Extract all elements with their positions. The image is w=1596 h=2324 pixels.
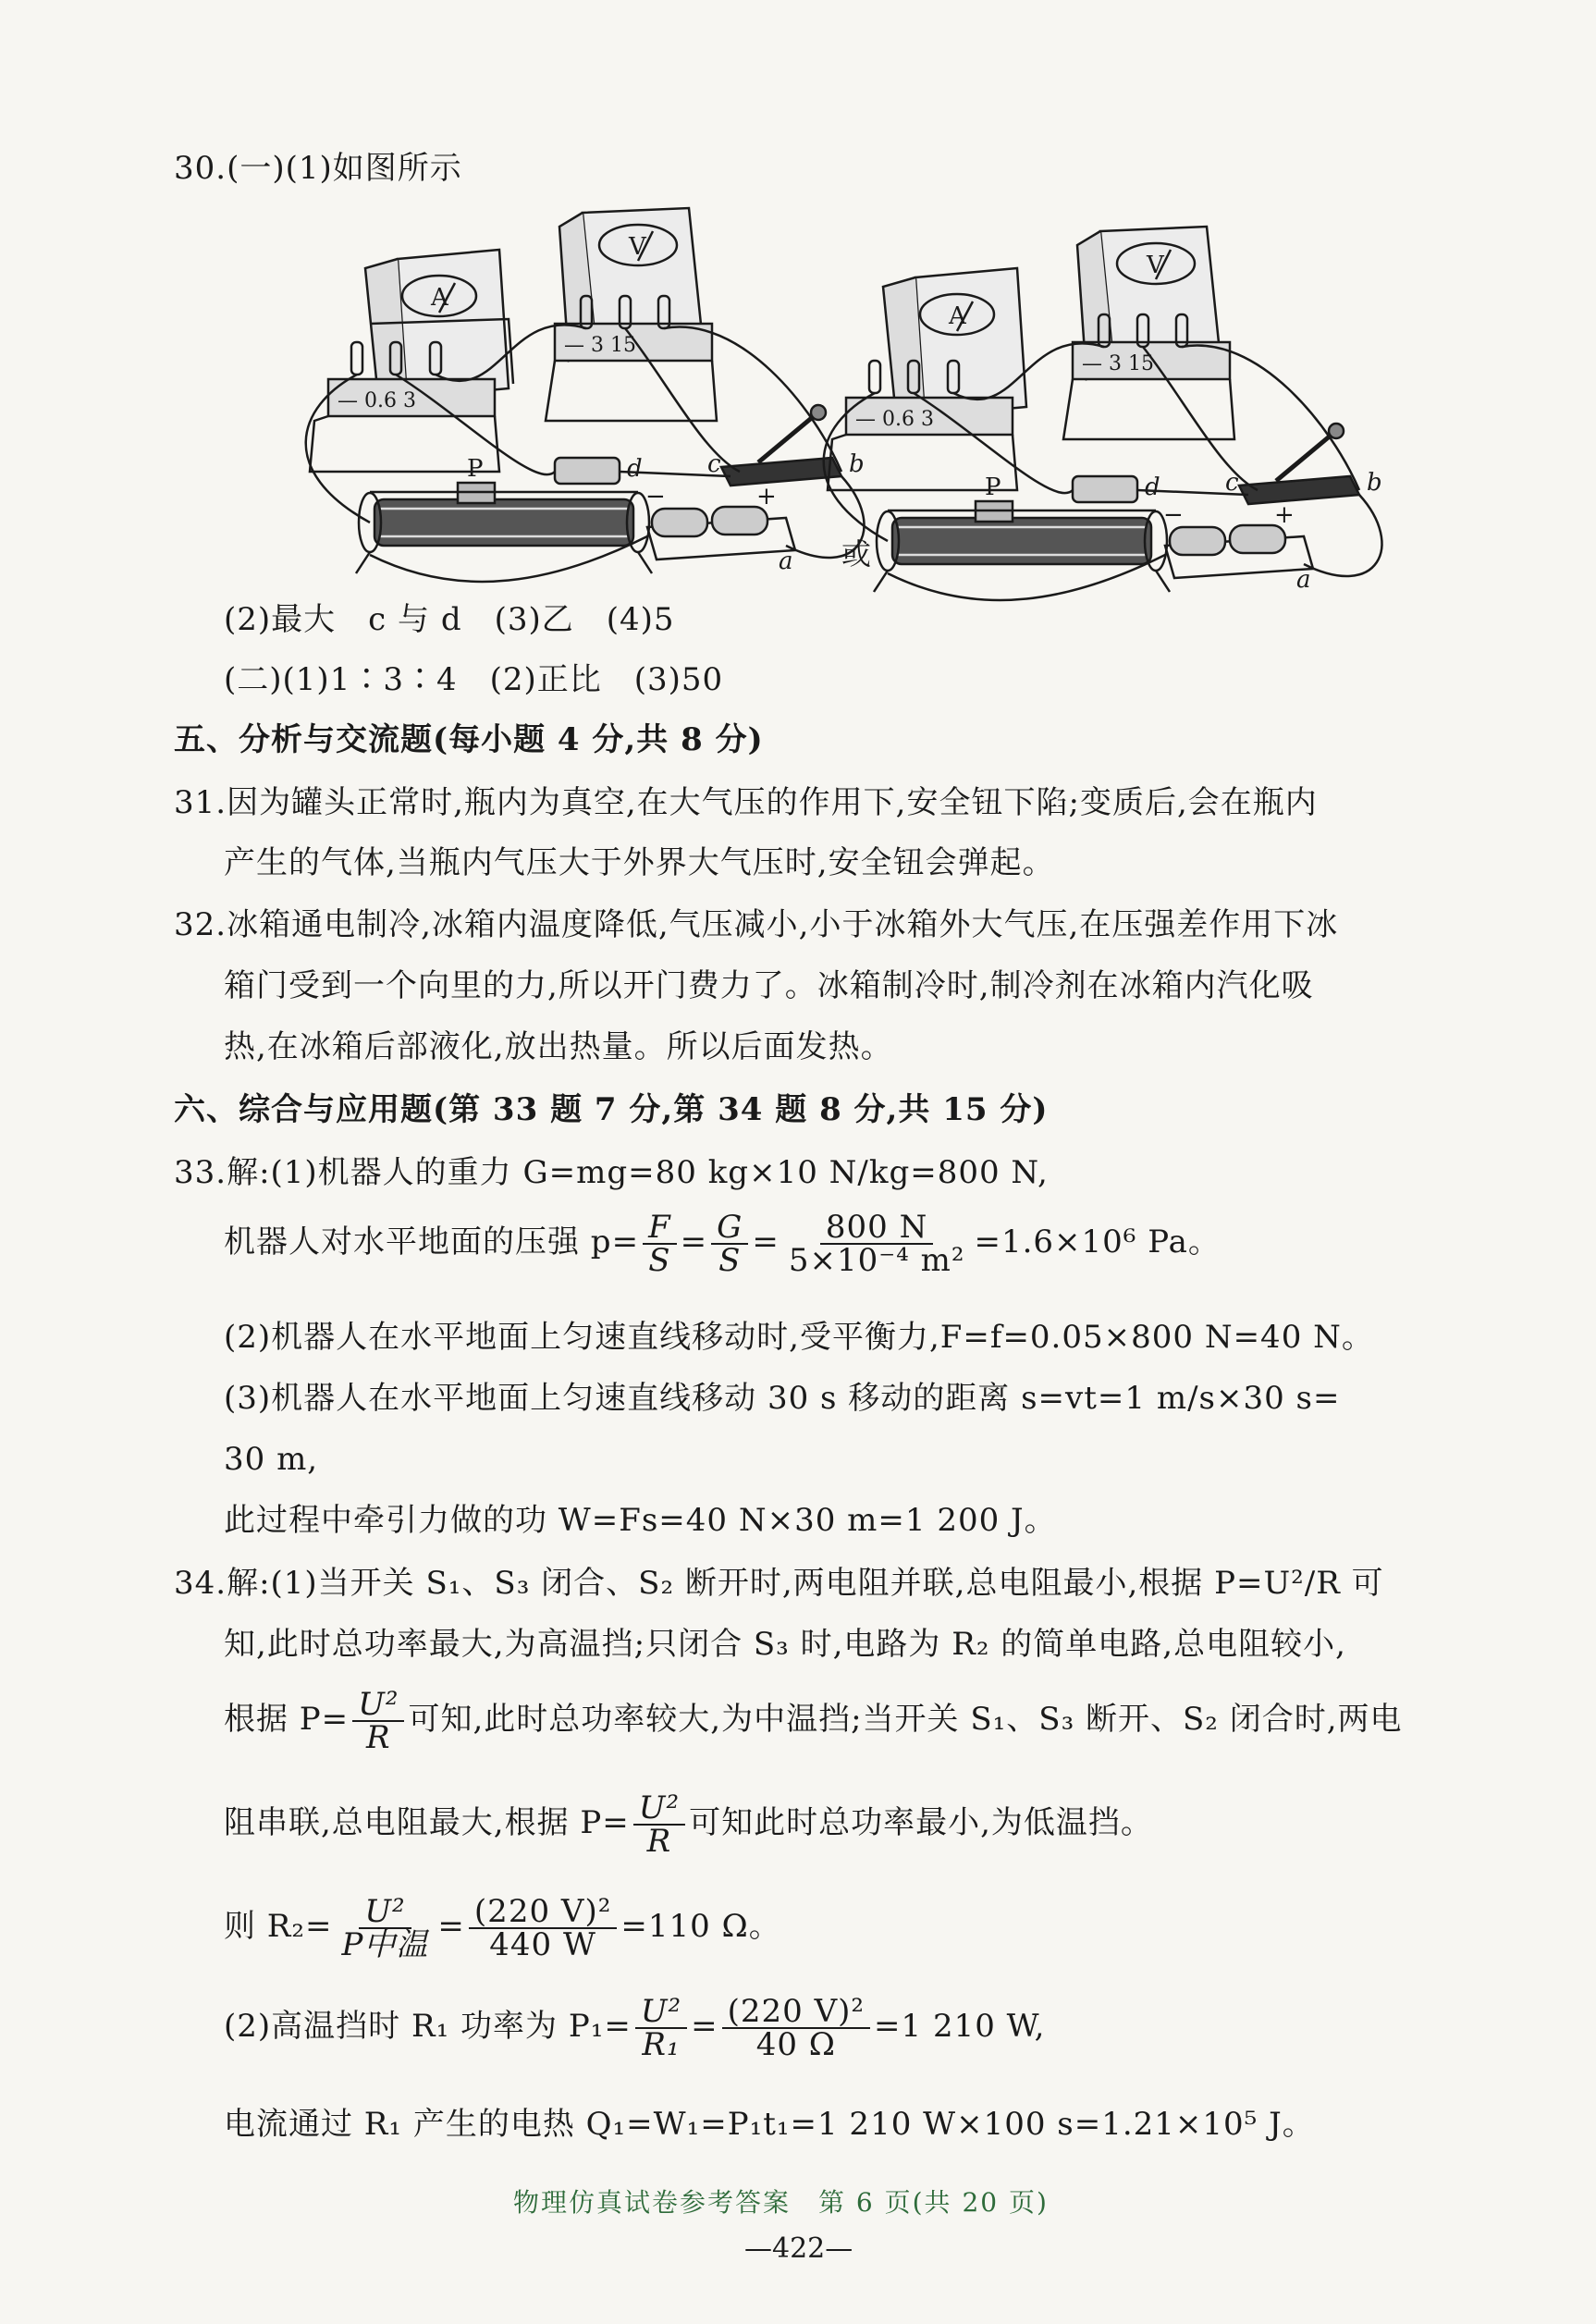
fig-label-c-left: c [707,450,721,478]
q33-line6: 此过程中牵引力做的功 W=Fs=40 N×30 m=1 200 J。 [224,1502,1057,1539]
circuit-figure [92,194,1535,638]
fig-or-label: 或 [841,536,872,572]
q34-line5-result: =110 Ω。 [620,1908,781,1945]
fig-voltmeter-terminals-left: — 3 15 [564,334,636,357]
q31-line1: 31.因为罐头正常时,瓶内为真空,在大气压的作用下,安全钮下陷;变质后,会在瓶内 [174,784,1318,821]
q34-line6-prefix: (2)高温挡时 R₁ 功率为 P₁= [224,2008,632,2045]
footer-title: 物理仿真试卷参考答案 第 6 页(共 20 页) [513,2187,1049,2218]
fig-label-b-left: b [849,450,865,478]
switch-left [721,405,841,486]
rheostat-left [356,483,652,573]
q34-line3-suffix: 可知,此时总功率较大,为中温挡;当开关 S₁、S₃ 断开、S₂ 闭合时,两电 [408,1701,1403,1738]
fig-ammeter-symbol-left: A [431,284,448,312]
fig-label-p-right: P [985,473,1001,501]
q30-answer-part2: (二)(1)1∶3∶4 (2)正比 (3)50 [224,661,724,698]
fig-battery-plus-left: + [756,483,777,510]
q34-line3 [224,1686,1403,1756]
q33-line3: (2)机器人在水平地面上匀速直线移动时,受平衡力,F=f=0.05×800 N=40 N。 [224,1319,1374,1356]
fig-ammeter-symbol-right: A [949,302,966,330]
q32-line3: 热,在冰箱后部液化,放出热量。所以后面发热。 [224,1028,893,1065]
fig-label-a-right: a [1296,566,1311,594]
fig-voltmeter-terminals-right: — 3 15 [1082,352,1154,375]
q34-line3-prefix: 根据 P= [224,1701,350,1738]
battery-left [647,507,795,559]
page-number: —422— [744,2232,853,2265]
q34-frac-220-440: $\frac{\text{(220 V)²}}{440 W}$ [469,1896,617,1961]
section6-title: 六、综合与应用题(第 33 题 7 分,第 34 题 8 分,共 15 分) [174,1091,1049,1128]
fig-ammeter-terminals-right: — 0.6 3 [855,408,934,431]
q33-frac-f-s: $\frac{F}{S}$ [643,1211,677,1276]
q34-frac-u2-r1: $\frac{\text{U²}}{\text{R₁}}$ [635,1996,687,2060]
q34-frac-220-40: $\frac{\text{(220 V)²}}{40 \Omega}$ [722,1996,870,2060]
q34-frac-u2-pmid: $\frac{\text{U²}}{\text{P中温}}$ [341,1893,429,1963]
fig-battery-plus-right: + [1274,501,1295,529]
q34-line4-prefix: 阻串联,总电阻最大,根据 P= [224,1804,630,1841]
q32-line2: 箱门受到一个向里的力,所以开门费力了。冰箱制冷时,制冷剂在冰箱内汽化吸 [224,967,1314,1004]
fig-label-a-left: a [779,547,793,575]
q34-line6: (2)高温挡时 R₁ 功率为 P₁= $\frac{\text{U²}}{\text{R₁}}$ = $\frac{\text{(220 V)²}}{40 \Omega}$ =1 210 W, [224,1993,1046,2063]
fig-label-b-right: b [1367,469,1382,497]
fig-voltmeter-symbol-right: V [1147,252,1164,279]
q34-frac-u2-r-1: $\frac{\text{U²}}{R}$ [352,1689,404,1753]
q32-line1: 32.冰箱通电制冷,冰箱内温度降低,气压减小,小于冰箱外大气压,在压强差作用下冰 [174,906,1339,943]
q34-line4-suffix: 可知此时总功率最小,为低温挡。 [689,1804,1153,1841]
fig-label-d-left: d [627,455,643,483]
q34-frac-u2-r-2: $\frac{\text{U²}}{R}$ [633,1792,685,1857]
q33-pressure-line: 机器人对水平地面的压强 p= $\frac{F}{S}$ = $\frac{G}{S}$ = $\frac{800 N}{\text{5×10⁻⁴ m²}}$ =1.6×10⁶ Pa。 [224,1209,1221,1279]
section5-title: 五、分析与交流题(每小题 4 分,共 8 分) [174,721,764,758]
q34-line6-result: =1 210 W, [874,2008,1046,2045]
fig-ammeter-terminals-left: — 0.6 3 [338,389,416,412]
fig-label-d-right: d [1145,473,1160,501]
q33-pressure-prefix: 机器人对水平地面的压强 p= [224,1223,640,1260]
q33-line5: 30 m, [224,1441,319,1478]
q33-pressure-result: =1.6×10⁶ Pa。 [974,1223,1221,1260]
q34-line4 [224,1789,1153,1860]
q34-line1: 34.解:(1)当开关 S₁、S₃ 闭合、S₂ 断开时,两电阻并联,总电阻最小,根据 P=U²/R 可 [174,1565,1384,1602]
q30-answer-line2: (2)最大 c 与 d (3)乙 (4)5 [224,601,675,638]
q33-frac-g-s: $\frac{G}{S}$ [711,1211,748,1276]
fig-battery-minus-left: − [645,483,666,510]
q31-line2: 产生的气体,当瓶内气压大于外界大气压时,安全钮会弹起。 [224,844,1055,881]
fig-voltmeter-symbol-left: V [629,233,646,261]
q34-line5: 则 R₂= $\frac{\text{U²}}{\text{P中温}}$ = $\frac{\text{(220 V)²}}{440 W}$ =110 Ω。 [224,1893,781,1963]
q33-line1: 33.解:(1)机器人的重力 G=mg=80 kg×10 N/kg=800 N, [174,1154,1049,1191]
fig-label-c-right: c [1225,469,1239,497]
q33-frac-values: $\frac{800 N}{\text{5×10⁻⁴ m²}}$ [788,1209,965,1279]
q30-heading: 30.(一)(1)如图所示 [174,150,462,187]
q34-line2: 知,此时总功率最大,为高温挡;只闭合 S₃ 时,电路为 R₂ 的简单电路,总电阻较小, [224,1626,1346,1663]
q33-line4: (3)机器人在水平地面上匀速直线移动 30 s 移动的距离 s=vt=1 m/s×30 s= [224,1380,1341,1417]
fig-battery-minus-right: − [1163,501,1184,529]
q34-line7: 电流通过 R₁ 产生的电热 Q₁=W₁=P₁t₁=1 210 W×100 s=1.21×10⁵ J。 [224,2106,1315,2143]
q34-line5-prefix: 则 R₂= [224,1908,333,1945]
fig-label-p-left: P [467,455,484,483]
